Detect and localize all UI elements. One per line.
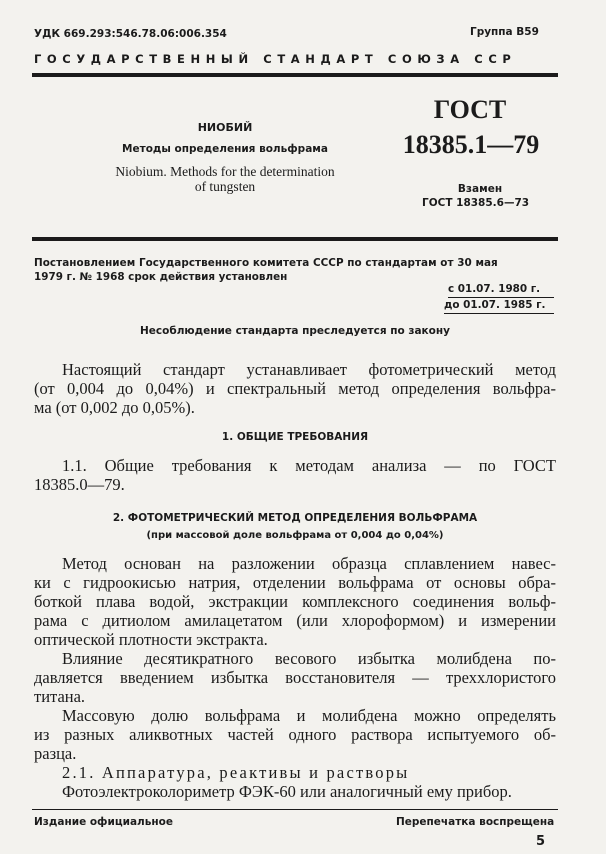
footer-official-edition: Издание официальное <box>34 816 173 828</box>
section2-p3 <box>34 706 556 763</box>
title-ru: НИОБИЙ <box>197 121 253 134</box>
section2-subheading: (при массовой доле вольфрама от 0,004 до 0,04%) <box>146 530 444 541</box>
mass-fraction-line: из разных аликвотных частей одного раствора испытуемого об- <box>34 725 556 744</box>
gost-number: 18385.1—79 <box>402 130 540 159</box>
photometer-line: Фотоэлектроколориметр ФЭК-60 или аналогичный ему прибор. <box>62 782 512 801</box>
influence-line: Влияние десятикратного весового избытка молибдена по- <box>62 649 556 668</box>
udk-code: УДК 669.293:546.78.06:006.354 <box>34 28 227 40</box>
method-line: ки с гидроокисью натрия, отделении вольфрама от основы обра- <box>34 573 556 592</box>
section2-heading: 2. ФОТОМЕТРИЧЕСКИЙ МЕТОД ОПРЕДЕЛЕНИЯ ВОЛЬФРАМА <box>112 512 478 524</box>
footer-rule <box>32 809 558 810</box>
intro-paragraph <box>34 360 556 417</box>
section2-p1 <box>34 554 556 649</box>
title-en-line1: Niobium. Methods for the determination <box>115 164 335 179</box>
influence-line: титана. <box>34 687 86 706</box>
date-to: до 01.07. 1985 г. <box>444 299 546 311</box>
date-from: с 01.07. 1980 г. <box>448 283 541 295</box>
replaces-label: Взамен <box>457 183 503 195</box>
footer-reprint-prohibited: Перепечатка воспрещена <box>396 816 555 828</box>
section1-line: 1.1. Общие требования к методам анализа — по ГОСТ <box>62 456 556 475</box>
replaces-value: ГОСТ 18385.6—73 <box>422 197 530 209</box>
date-from-underline <box>448 297 554 298</box>
intro-line: Настоящий стандарт устанавливает фотометрический метод <box>62 360 556 379</box>
law-notice: Несоблюдение стандарта преследуется по закону <box>140 325 450 337</box>
method-line: рама с дитиолом амилацетатом (или хлороформом) и измерении <box>34 611 556 630</box>
title-en-line2: of tungsten <box>194 179 256 194</box>
gost-label: ГОСТ <box>433 95 507 124</box>
mass-fraction-line: Массовую долю вольфрама и молибдена можно определять <box>62 706 556 725</box>
section2-p2 <box>34 649 556 706</box>
title-rule <box>32 237 558 241</box>
method-line: боткой плава водой, экстракции комплексного соединения вольф- <box>34 592 556 611</box>
intro-line: ма (от 0,002 до 0,05%). <box>34 398 195 417</box>
mass-fraction-line: разца. <box>34 744 77 763</box>
page-number: 5 <box>536 834 546 849</box>
date-to-underline <box>444 313 554 314</box>
header-rule <box>32 73 558 77</box>
subsection-2-1-heading: 2.1. Аппаратура, реактивы и растворы <box>62 763 410 782</box>
method-line: оптической плотности экстракта. <box>34 630 268 649</box>
state-standard-banner: ГОСУДАРСТВЕННЫЙ СТАНДАРТ СОЮЗА ССР <box>34 52 517 66</box>
decree-line1: Постановлением Государственного комитета СССР по стандартам от 30 мая <box>34 257 498 269</box>
section1-heading: 1. ОБЩИЕ ТРЕБОВАНИЯ <box>221 431 369 443</box>
group-code: Группа В59 <box>470 26 539 38</box>
section1-paragraph <box>34 456 556 494</box>
subtitle-ru: Методы определения вольфрама <box>122 143 328 155</box>
decree-line2: 1979 г. № 1968 срок действия установлен <box>34 271 288 283</box>
section1-line: 18385.0—79. <box>34 475 125 494</box>
intro-line: (от 0,004 до 0,04%) и спектральный метод определения вольфра- <box>34 379 556 398</box>
influence-line: давляется введением избытка восстановителя — треххлористого <box>34 668 556 687</box>
method-line: Метод основан на разложении образца сплавлением навес- <box>62 554 556 573</box>
